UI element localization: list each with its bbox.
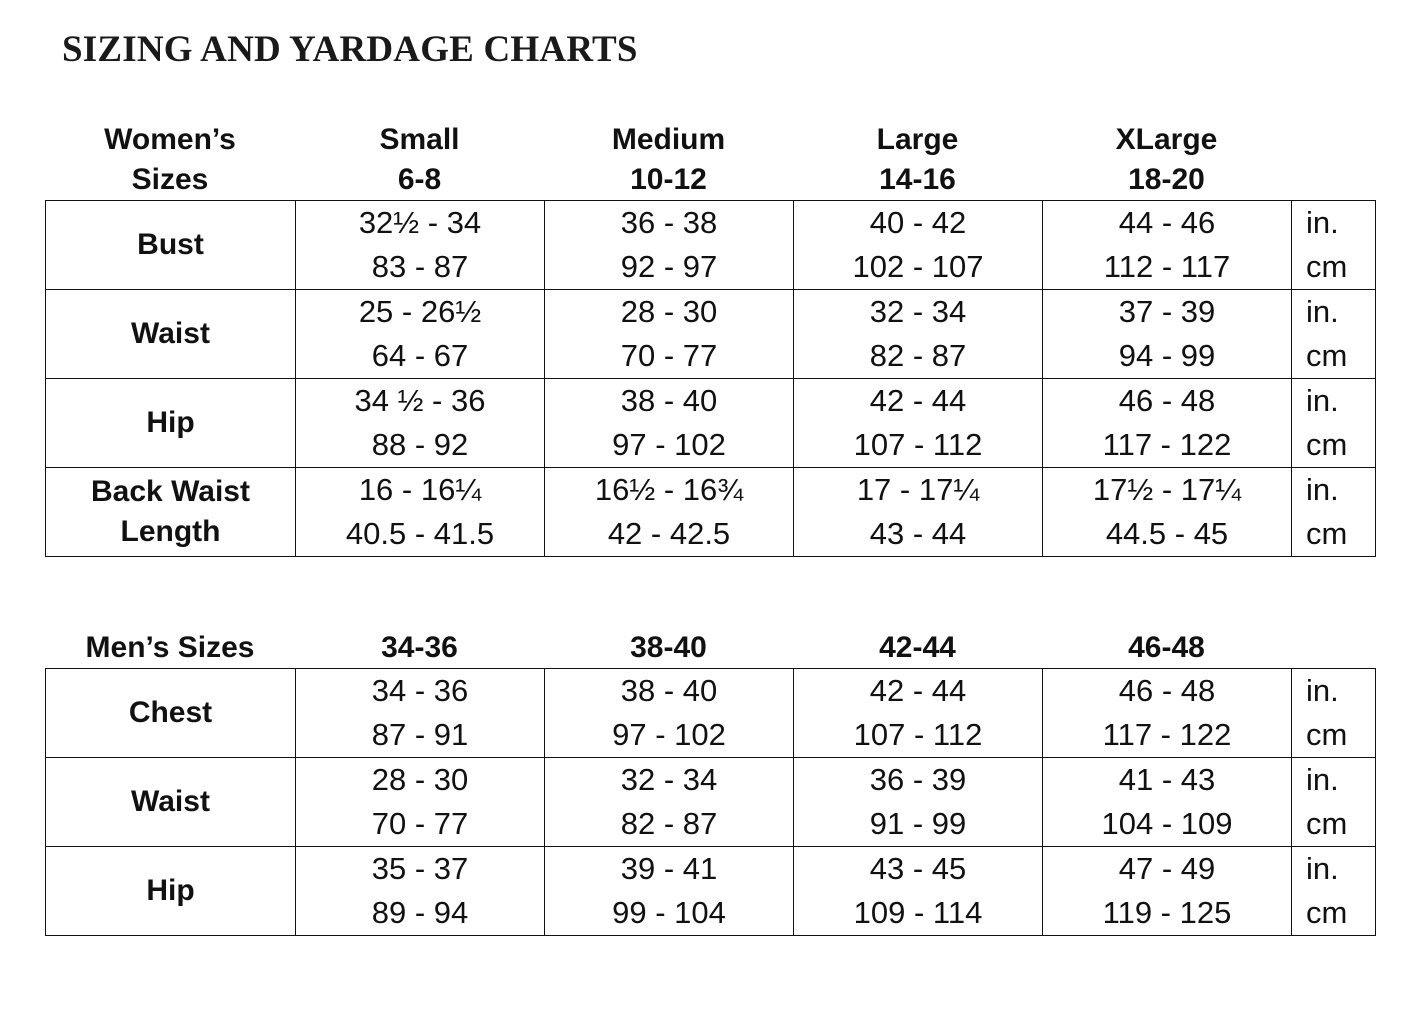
table-cell: 32½ - 34 83 - 87 xyxy=(296,201,545,290)
table-cell: 38 - 40 97 - 102 xyxy=(545,669,794,758)
size-heading-46-48: 46-48 xyxy=(1128,631,1205,664)
unit-heading-empty xyxy=(1291,120,1375,200)
unit-cell: in. cm xyxy=(1292,669,1376,758)
womens-size-table xyxy=(45,200,1376,557)
size-heading-xlarge: XLarge 18-20 xyxy=(1115,123,1218,196)
size-heading-42-44: 42-44 xyxy=(879,631,956,664)
unit-cell: in. cm xyxy=(1292,468,1376,557)
unit-cell: in. cm xyxy=(1292,758,1376,847)
womens-header-row xyxy=(45,120,1375,200)
row-label-back-waist-length: Back Waist Length xyxy=(46,468,296,557)
table-cell: 36 - 39 91 - 99 xyxy=(794,758,1043,847)
table-cell: 40 - 42 102 - 107 xyxy=(794,201,1043,290)
table-cell: 46 - 48 117 - 122 xyxy=(1043,669,1292,758)
unit-heading-empty xyxy=(1291,628,1375,668)
unit-cell: in. cm xyxy=(1292,379,1376,468)
row-label-bust: Bust xyxy=(46,201,296,290)
table-cell: 28 - 30 70 - 77 xyxy=(296,758,545,847)
table-cell: 37 - 39 94 - 99 xyxy=(1043,290,1292,379)
row-label-hip: Hip xyxy=(46,379,296,468)
table-cell: 35 - 37 89 - 94 xyxy=(296,847,545,936)
womens-sizes-heading: Women’s Sizes xyxy=(104,123,236,196)
table-row-waist xyxy=(46,758,1376,847)
table-row-hip xyxy=(46,379,1376,468)
unit-cell: in. cm xyxy=(1292,847,1376,936)
mens-size-section xyxy=(45,628,1375,936)
table-cell: 28 - 30 70 - 77 xyxy=(545,290,794,379)
table-cell: 36 - 38 92 - 97 xyxy=(545,201,794,290)
size-heading-medium: Medium 10-12 xyxy=(611,123,726,196)
size-heading-34-36: 34-36 xyxy=(381,631,458,664)
table-cell: 47 - 49 119 - 125 xyxy=(1043,847,1292,936)
size-heading-38-40: 38-40 xyxy=(630,631,707,664)
table-cell: 38 - 40 97 - 102 xyxy=(545,379,794,468)
womens-size-section xyxy=(45,120,1375,557)
size-heading-small: Small 6-8 xyxy=(379,123,460,196)
row-label-waist: Waist xyxy=(46,290,296,379)
table-cell: 42 - 44 107 - 112 xyxy=(794,379,1043,468)
table-cell: 34 ½ - 36 88 - 92 xyxy=(296,379,545,468)
mens-sizes-heading: Men’s Sizes xyxy=(85,631,255,664)
unit-cell: in. cm xyxy=(1292,290,1376,379)
row-label-hip: Hip xyxy=(46,847,296,936)
size-heading-large: Large 14-16 xyxy=(876,123,959,196)
table-cell: 41 - 43 104 - 109 xyxy=(1043,758,1292,847)
table-cell: 32 - 34 82 - 87 xyxy=(794,290,1043,379)
unit-cell: in. cm xyxy=(1292,201,1376,290)
table-row-back-waist-length xyxy=(46,468,1376,557)
table-row-bust xyxy=(46,201,1376,290)
table-row-waist xyxy=(46,290,1376,379)
table-cell: 34 - 36 87 - 91 xyxy=(296,669,545,758)
table-cell: 17½ - 17¼ 44.5 - 45 xyxy=(1043,468,1292,557)
table-cell: 16 - 16¼ 40.5 - 41.5 xyxy=(296,468,545,557)
table-row-hip xyxy=(46,847,1376,936)
table-cell: 16½ - 16¾ 42 - 42.5 xyxy=(545,468,794,557)
row-label-chest: Chest xyxy=(46,669,296,758)
table-cell: 46 - 48 117 - 122 xyxy=(1043,379,1292,468)
row-label-waist: Waist xyxy=(46,758,296,847)
page-title: SIZING AND YARDAGE CHARTS xyxy=(62,29,638,70)
table-cell: 17 - 17¼ 43 - 44 xyxy=(794,468,1043,557)
table-cell: 43 - 45 109 - 114 xyxy=(794,847,1043,936)
table-cell: 32 - 34 82 - 87 xyxy=(545,758,794,847)
table-row-chest xyxy=(46,669,1376,758)
table-cell: 39 - 41 99 - 104 xyxy=(545,847,794,936)
table-cell: 44 - 46 112 - 117 xyxy=(1043,201,1292,290)
mens-size-table xyxy=(45,668,1376,936)
table-cell: 25 - 26½ 64 - 67 xyxy=(296,290,545,379)
mens-header-row xyxy=(45,628,1375,668)
table-cell: 42 - 44 107 - 112 xyxy=(794,669,1043,758)
